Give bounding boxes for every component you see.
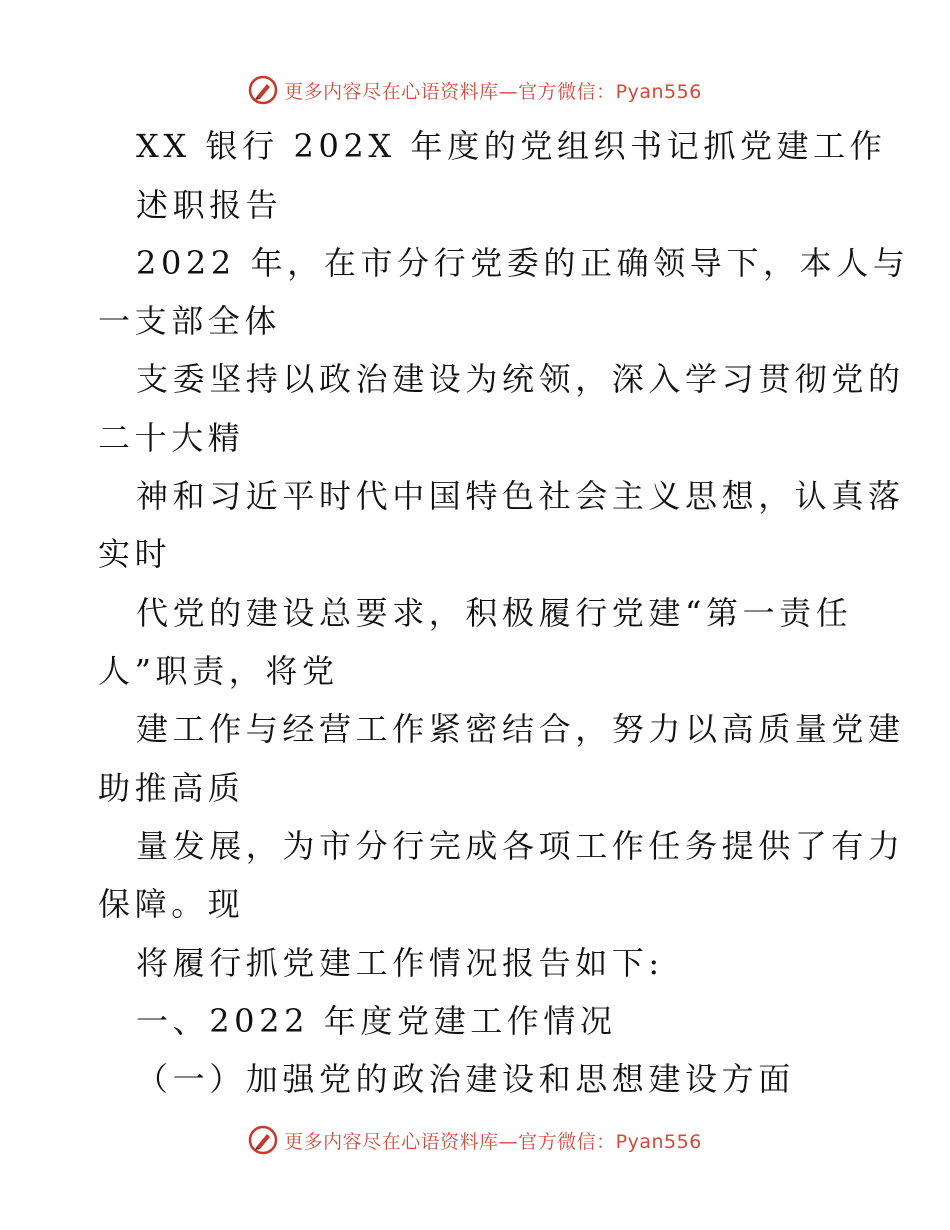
text-line: 2022 年，在市分行党委的正确领导下，本人与 bbox=[136, 244, 910, 282]
subsection-heading: （一）加强党的政治建设和思想建设方面 bbox=[136, 1060, 795, 1098]
section-heading: 一、2022 年度党建工作情况 bbox=[136, 1002, 617, 1040]
text-line: 神和习近平时代中国特色社会主义思想，认真落 bbox=[136, 477, 905, 515]
text-line: 实时 bbox=[98, 535, 172, 573]
pen-logo-icon bbox=[248, 1125, 278, 1155]
text-line: 二十大精 bbox=[98, 419, 245, 457]
text-line: 将履行抓党建工作情况报告如下: bbox=[136, 944, 664, 982]
text-line: 代党的建设总要求，积极履行党建“第一责任 bbox=[136, 594, 853, 632]
text-line: 助推高质 bbox=[98, 769, 245, 807]
footer-watermark bbox=[0, 1122, 950, 1158]
watermark-text: 更多内容尽在心语资料库—官方微信：Pyan556 bbox=[284, 80, 702, 103]
text-line: 量发展，为市分行完成各项工作任务提供了有力 bbox=[136, 827, 905, 865]
pen-logo-icon bbox=[248, 75, 278, 105]
text-line: 建工作与经营工作紧密结合，努力以高质量党建 bbox=[136, 710, 905, 748]
title-line-1: XX 银行 202X 年度的党组织书记抓党建工作 bbox=[136, 127, 887, 165]
header-watermark bbox=[0, 72, 950, 108]
text-line: 一支部全体 bbox=[98, 302, 282, 340]
text-line: 人”职责，将党 bbox=[98, 652, 339, 690]
text-line: 保障。现 bbox=[98, 885, 245, 923]
title-line-2: 述职报告 bbox=[136, 186, 283, 224]
watermark-text: 更多内容尽在心语资料库—官方微信：Pyan556 bbox=[284, 1130, 702, 1153]
text-line: 支委坚持以政治建设为统领，深入学习贯彻党的 bbox=[136, 360, 905, 398]
